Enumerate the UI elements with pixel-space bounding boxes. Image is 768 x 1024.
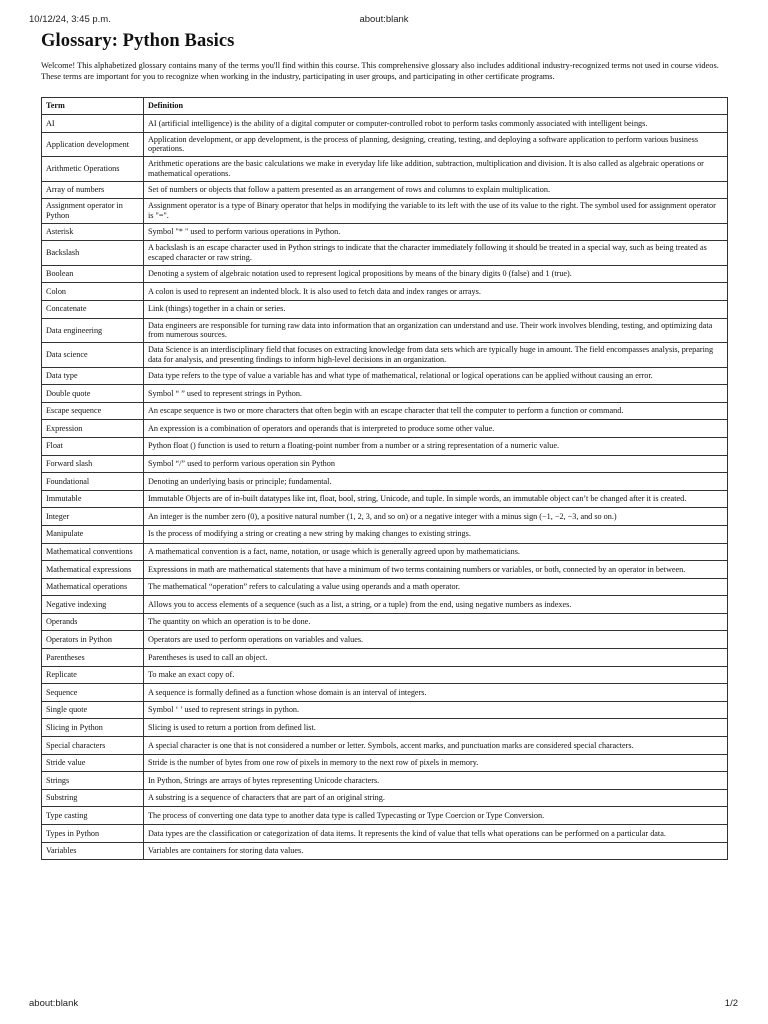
term-cell: Data type <box>42 367 144 385</box>
term-cell: Mathematical conventions <box>42 543 144 561</box>
table-row <box>42 300 728 318</box>
term-cell: Arithmetic Operations <box>42 157 144 182</box>
table-row <box>42 473 728 491</box>
definition-cell: Link (things) together in a chain or series. <box>144 300 728 318</box>
term-cell: Types in Python <box>42 825 144 843</box>
table-row <box>42 543 728 561</box>
table-row <box>42 241 728 266</box>
term-cell: Replicate <box>42 666 144 684</box>
glossary-table <box>41 97 728 860</box>
definition-cell: In Python, Strings are arrays of bytes representing Unicode characters. <box>144 772 728 790</box>
definition-cell: The quantity on which an operation is to be done. <box>144 613 728 631</box>
definition-cell: To make an exact copy of. <box>144 666 728 684</box>
term-cell: Asterisk <box>42 223 144 241</box>
definition-cell: Application development, or app development, is the process of planning, designing, creating, testing, and deploying a software application to perform various business operations. <box>144 132 728 157</box>
definition-cell: Denoting an underlying basis or principle; fundamental. <box>144 473 728 491</box>
table-row <box>42 490 728 508</box>
term-cell: Manipulate <box>42 525 144 543</box>
term-cell: Special characters <box>42 737 144 755</box>
term-cell: Stride value <box>42 754 144 772</box>
table-row <box>42 807 728 825</box>
table-row <box>42 420 728 438</box>
term-cell: Array of numbers <box>42 181 144 199</box>
table-row <box>42 115 728 133</box>
table-row <box>42 631 728 649</box>
term-cell: Forward slash <box>42 455 144 473</box>
table-row <box>42 754 728 772</box>
table-row <box>42 181 728 199</box>
print-datetime: 10/12/24, 3:45 p.m. <box>29 14 111 25</box>
definition-cell: Expressions in math are mathematical statements that have a minimum of two terms containing numbers or variables, or both, connected by an operator in between. <box>144 561 728 579</box>
definition-cell: A mathematical convention is a fact, name, notation, or usage which is generally agreed upon by mathematicians. <box>144 543 728 561</box>
table-row <box>42 737 728 755</box>
term-cell: Double quote <box>42 385 144 403</box>
table-row <box>42 825 728 843</box>
term-cell: Foundational <box>42 473 144 491</box>
definition-cell: Allows you to access elements of a sequence (such as a list, a string, or a tuple) from the end, using negative numbers as indexes. <box>144 596 728 614</box>
table-row <box>42 842 728 860</box>
term-cell: Single quote <box>42 701 144 719</box>
definition-cell: Python float () function is used to return a floating-point number from a number or a string representation of a numeric value. <box>144 437 728 455</box>
print-page-url: about:blank <box>359 14 409 25</box>
definition-cell: Denoting a system of algebraic notation used to represent logical propositions by means of the binary digits 0 (false) and 1 (true). <box>144 265 728 283</box>
definition-cell: A sequence is formally defined as a function whose domain is an interval of integers. <box>144 684 728 702</box>
term-cell: Parentheses <box>42 649 144 667</box>
table-row <box>42 789 728 807</box>
table-row <box>42 525 728 543</box>
term-cell: Integer <box>42 508 144 526</box>
definition-cell: Data type refers to the type of value a variable has and what type of mathematical, relational or logical operations can be applied without causing an error. <box>144 367 728 385</box>
term-cell: Type casting <box>42 807 144 825</box>
table-row <box>42 719 728 737</box>
table-row <box>42 132 728 157</box>
definition-cell: An expression is a combination of operators and operands that is interpreted to produce some other value. <box>144 420 728 438</box>
table-row <box>42 578 728 596</box>
definition-cell: A backslash is an escape character used in Python strings to indicate that the character immediately following it should be treated in a special way, such as being treated as escaped character or raw string. <box>144 241 728 266</box>
definition-column-header: Definition <box>144 98 728 115</box>
table-row <box>42 318 728 343</box>
definition-cell: A colon is used to represent an indented block. It is also used to fetch data and index ranges or arrays. <box>144 283 728 301</box>
term-cell: Assignment operator in Python <box>42 199 144 224</box>
term-column-header: Term <box>42 98 144 115</box>
term-cell: Backslash <box>42 241 144 266</box>
definition-cell: Slicing is used to return a portion from defined list. <box>144 719 728 737</box>
definition-cell: Arithmetic operations are the basic calculations we make in everyday life like addition, subtraction, multiplication and division. It is also called as algebraic operations or mathematical operations. <box>144 157 728 182</box>
table-row <box>42 157 728 182</box>
term-cell: Operands <box>42 613 144 631</box>
table-row <box>42 437 728 455</box>
definition-cell: A substring is a sequence of characters that are part of an original string. <box>144 789 728 807</box>
term-cell: AI <box>42 115 144 133</box>
term-cell: Mathematical operations <box>42 578 144 596</box>
definition-cell: Operators are used to perform operations on variables and values. <box>144 631 728 649</box>
definition-cell: Immutable Objects are of in-built datatypes like int, float, bool, string, Unicode, and tuple. In simple words, an immutable object can’t be changed after it is created. <box>144 490 728 508</box>
definition-cell: An integer is the number zero (0), a positive natural number (1, 2, 3, and so on) or a negative integer with a minus sign (−1, −2, −3, and so on.) <box>144 508 728 526</box>
definition-cell: AI (artificial intelligence) is the ability of a digital computer or computer-controlled robot to perform tasks commonly associated with intelligent beings. <box>144 115 728 133</box>
definition-cell: The mathematical “operation” refers to calculating a value using operands and a math operator. <box>144 578 728 596</box>
table-row <box>42 199 728 224</box>
print-page-count: 1/2 <box>724 998 738 1009</box>
table-row <box>42 223 728 241</box>
table-row <box>42 772 728 790</box>
table-row <box>42 666 728 684</box>
definition-cell: A special character is one that is not considered a number or letter. Symbols, accent marks, and punctuation marks are considered special characters. <box>144 737 728 755</box>
table-row <box>42 613 728 631</box>
term-cell: Escape sequence <box>42 402 144 420</box>
definition-cell: The process of converting one data type to another data type is called Typecasting or Type Coercion or Type Conversion. <box>144 807 728 825</box>
term-cell: Application development <box>42 132 144 157</box>
definition-cell: Data Science is an interdisciplinary field that focuses on extracting knowledge from data sets which are typically huge in amount. The field encompasses analysis, preparing data for analysis, and presenting findings to inform high-level decisions in an organization. <box>144 343 728 368</box>
table-row <box>42 385 728 403</box>
term-cell: Strings <box>42 772 144 790</box>
table-row <box>42 265 728 283</box>
term-cell: Mathematical expressions <box>42 561 144 579</box>
definition-cell: Assignment operator is a type of Binary operator that helps in modifying the variable to its left with the use of its value to the right. The symbol used for assignment operator is "=". <box>144 199 728 224</box>
definition-cell: Symbol ‘ ’ used to represent strings in python. <box>144 701 728 719</box>
table-row <box>42 561 728 579</box>
definition-cell: Parentheses is used to call an object. <box>144 649 728 667</box>
table-row <box>42 508 728 526</box>
glossary-body <box>42 115 728 860</box>
definition-cell: Stride is the number of bytes from one row of pixels in memory to the next row of pixels in memory. <box>144 754 728 772</box>
term-cell: Immutable <box>42 490 144 508</box>
definition-cell: Data types are the classification or categorization of data items. It represents the kind of value that tells what operations can be performed on a particular data. <box>144 825 728 843</box>
page-title: Glossary: Python Basics <box>41 31 235 51</box>
table-row <box>42 283 728 301</box>
print-footer <box>0 998 768 1012</box>
table-row <box>42 684 728 702</box>
definition-cell: Is the process of modifying a string or creating a new string by making changes to existing strings. <box>144 525 728 543</box>
term-cell: Substring <box>42 789 144 807</box>
definition-cell: Data engineers are responsible for turning raw data into information that an organization can understand and use. Their work involves blending, testing, and optimizing data from numerous sources. <box>144 318 728 343</box>
term-cell: Expression <box>42 420 144 438</box>
term-cell: Slicing in Python <box>42 719 144 737</box>
table-row <box>42 455 728 473</box>
table-row <box>42 367 728 385</box>
definition-cell: Set of numbers or objects that follow a pattern presented as an arrangement of rows and columns to explain multiplication. <box>144 181 728 199</box>
term-cell: Variables <box>42 842 144 860</box>
table-row <box>42 649 728 667</box>
term-cell: Operators in Python <box>42 631 144 649</box>
table-row <box>42 402 728 420</box>
term-cell: Data science <box>42 343 144 368</box>
intro-paragraph: Welcome! This alphabetized glossary contains many of the terms you'll find within this course. This comprehensive glossary also includes additional industry-recognized terms not used in course videos. These terms are important for you to recognize when working in the industry, participating in user groups, and participating in other certificate programs. <box>41 61 719 81</box>
term-cell: Colon <box>42 283 144 301</box>
term-cell: Data engineering <box>42 318 144 343</box>
term-cell: Concatenate <box>42 300 144 318</box>
table-row <box>42 701 728 719</box>
table-row <box>42 343 728 368</box>
definition-cell: Symbol "* " used to perform various operations in Python. <box>144 223 728 241</box>
table-row <box>42 596 728 614</box>
print-footer-url: about:blank <box>29 998 79 1009</box>
print-header <box>0 14 768 28</box>
term-cell: Float <box>42 437 144 455</box>
definition-cell: Symbol “ ” used to represent strings in Python. <box>144 385 728 403</box>
term-cell: Sequence <box>42 684 144 702</box>
definition-cell: Variables are containers for storing data values. <box>144 842 728 860</box>
term-cell: Boolean <box>42 265 144 283</box>
term-cell: Negative indexing <box>42 596 144 614</box>
definition-cell: An escape sequence is two or more characters that often begin with an escape character that tell the computer to perform a function or command. <box>144 402 728 420</box>
glossary-header-row <box>42 98 728 115</box>
definition-cell: Symbol “/” used to perform various operation sin Python <box>144 455 728 473</box>
